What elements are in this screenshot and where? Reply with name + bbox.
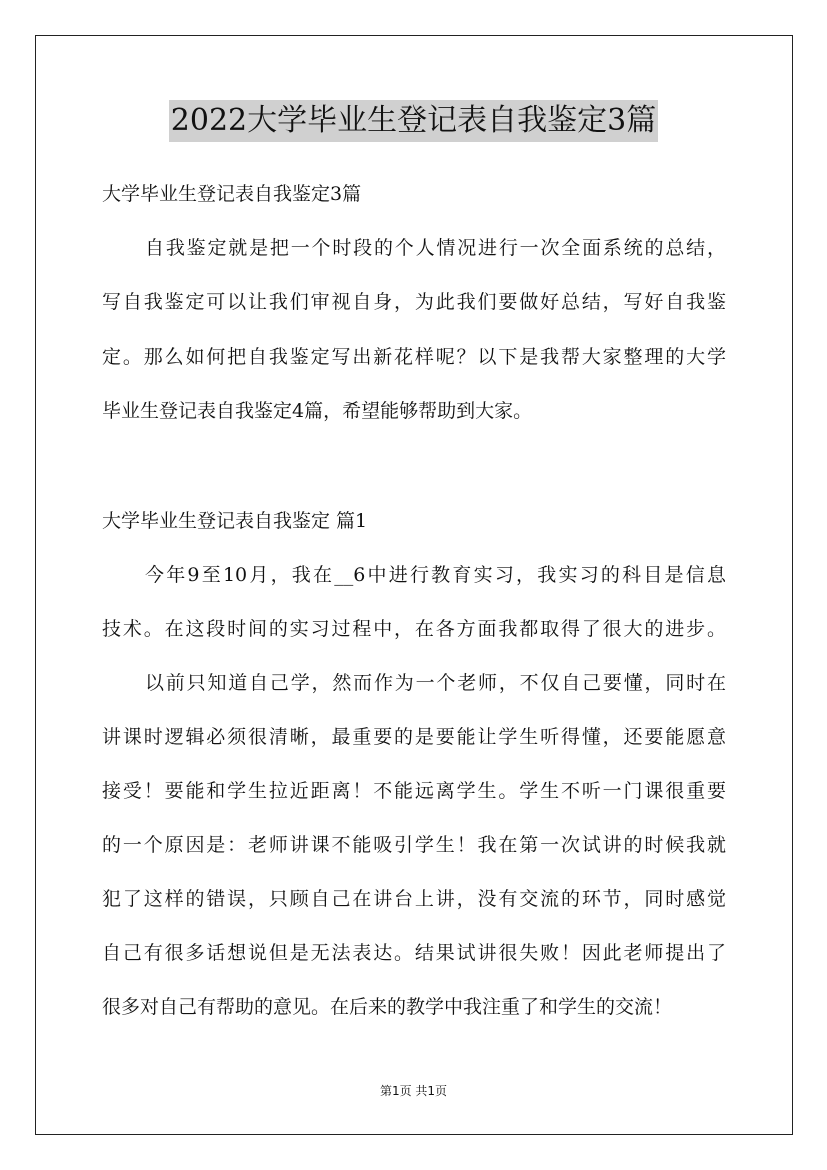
intro-line: 毕业生登记表自我鉴定4篇，希望能够帮助到大家。 [102, 400, 533, 422]
title-container [0, 100, 827, 142]
document-subtitle: 大学毕业生登记表自我鉴定3篇 [102, 183, 362, 205]
paragraph-line: 讲课时逻辑必须很清晰，最重要的是要能让学生听得懂，还要能愿意 [102, 726, 726, 748]
paragraph-line: 接受！要能和学生拉近距离！不能远离学生。学生不听一门课很重要 [102, 780, 726, 802]
intro-line: 写自我鉴定可以让我们审视自身，为此我们要做好总结，写好自我鉴 [102, 291, 726, 313]
paragraph-line: 很多对自己有帮助的意见。在后来的教学中我注重了和学生的交流！ [102, 996, 673, 1018]
paragraph-line: 犯了这样的错误，只顾自己在讲台上讲，没有交流的环节，同时感觉 [102, 888, 726, 910]
paragraph-line: 今年9至10月，我在__6中进行教育实习，我实习的科目是信息 [145, 564, 726, 586]
intro-line: 定。那么如何把自我鉴定写出新花样呢？以下是我帮大家整理的大学 [102, 346, 726, 368]
paragraph-line: 自己有很多话想说但是无法表达。结果试讲很失败！因此老师提出了 [102, 942, 726, 964]
paragraph-line: 的一个原因是：老师讲课不能吸引学生！我在第一次试讲的时候我就 [102, 834, 726, 856]
document-title: 2022大学毕业生登记表自我鉴定3篇 [169, 100, 658, 142]
intro-line: 自我鉴定就是把一个时段的个人情况进行一次全面系统的总结， [145, 237, 726, 259]
section-heading: 大学毕业生登记表自我鉴定 篇1 [102, 510, 368, 532]
paragraph-line: 以前只知道自己学，然而作为一个老师，不仅自己要懂，同时在 [145, 672, 726, 694]
page-footer: 第1页 共1页 [379, 1084, 448, 1098]
paragraph-line: 技术。在这段时间的实习过程中，在各方面我都取得了很大的进步。 [102, 618, 726, 640]
